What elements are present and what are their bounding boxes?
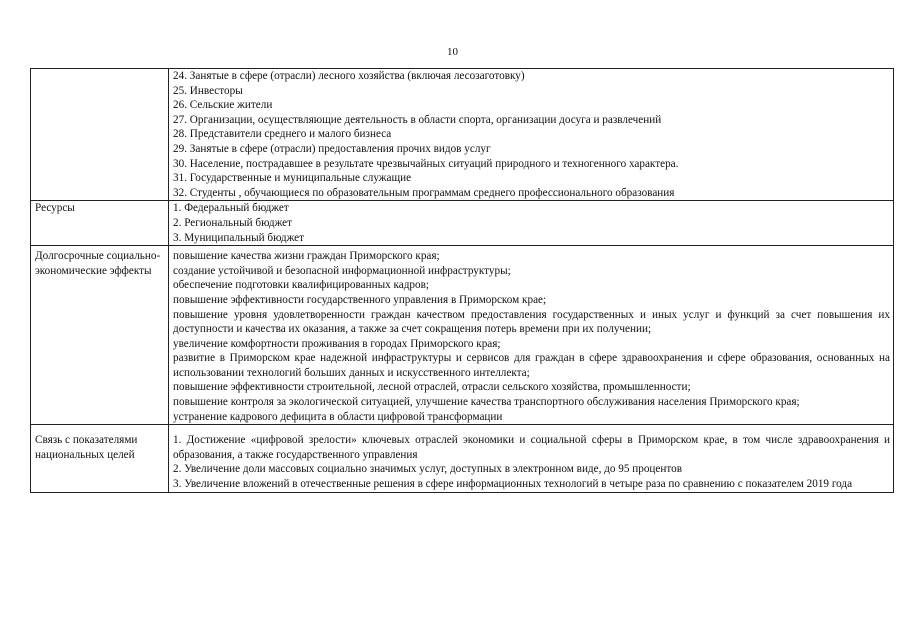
- resources-row: [31, 201, 894, 246]
- list-item: 28. Представители среднего и малого бизнеса: [173, 128, 392, 141]
- list-item: 1. Достижение «цифровой зрелости» ключевых отраслей экономики и социальной сферы в Приморском крае, в том числе здравоохранения и образования, а также государственного управления: [173, 434, 890, 461]
- list-item: 31. Государственные и муниципальные служащие: [173, 172, 412, 185]
- list-item: 3. Муниципальный бюджет: [173, 231, 305, 244]
- list-item: 27. Организации, осуществляющие деятельность в области спорта, организации досуга и развлечений: [173, 113, 662, 126]
- list-item: 26. Сельские жители: [173, 99, 273, 112]
- national-goals-list: [169, 425, 894, 492]
- list-item: обеспечение подготовки квалифицированных кадров;: [173, 279, 429, 292]
- list-item: повышение качества жизни граждан Приморского края;: [173, 250, 440, 263]
- effects-label: Долгосрочные социально-экономические эффекты: [31, 246, 169, 425]
- list-item: 24. Занятые в сфере (отрасли) лесного хозяйства (включая лесозаготовку): [173, 70, 525, 82]
- list-item: 2. Увеличение доли массовых социально значимых услуг, доступных в электронном виде, до 95 процентов: [173, 463, 682, 476]
- list-item: повышение уровня удовлетворенности граждан качеством предоставления государственных и иных услуг и функций за счет повышения их доступности и качества их оказания, а также за счет сокращения потерь времени при их получении;: [173, 308, 890, 336]
- list-item: устранение кадрового дефицита в области цифровой трансформации: [173, 410, 503, 423]
- resources-label: Ресурсы: [31, 201, 169, 246]
- target-groups-row: [31, 69, 894, 201]
- national-goals-label: Связь с показателями национальных целей: [31, 425, 169, 492]
- list-item: увеличение комфортности проживания в городах Приморского края;: [173, 337, 501, 350]
- effects-row: [31, 246, 894, 425]
- list-item: создание устойчивой и безопасной информационной инфраструктуры;: [173, 264, 511, 277]
- program-passport-table: [30, 68, 894, 493]
- list-item: развитие в Приморском крае надежной инфраструктуры и сервисов для граждан в сфере здравоохранения и сфере образования, основанных на использовании технологий больших данных и искусственного интеллекта;: [173, 352, 890, 379]
- page-number: 10: [447, 46, 458, 58]
- list-item: повышение эффективности строительной, лесной отраслей, отрасли сельского хозяйства, промышленности;: [173, 381, 691, 394]
- list-item: 2. Региональный бюджет: [173, 216, 293, 229]
- national-goals-row: [31, 425, 894, 492]
- list-item: повышение контроля за экологической ситуацией, улучшение качества транспортного обслуживания населения Приморского края;: [173, 396, 800, 409]
- list-item: повышение эффективности государственного управления в Приморском крае;: [173, 293, 547, 306]
- effects-list: [169, 246, 894, 425]
- list-item: 29. Занятые в сфере (отрасли) предоставления прочих видов услуг: [173, 142, 491, 155]
- list-item: 32. Студенты , обучающиеся по образовательным программам среднего профессионального образования: [173, 186, 675, 199]
- list-item: 1. Федеральный бюджет: [173, 202, 289, 215]
- target-groups-list: [169, 69, 894, 201]
- target-groups-label-cell: [31, 69, 169, 201]
- resources-list: [169, 201, 894, 246]
- list-item: 3. Увеличение вложений в отечественные решения в сфере информационных технологий в четыре раза по сравнению с показателем 2019 года: [173, 478, 853, 491]
- list-item: 30. Население, пострадавшее в результате чрезвычайных ситуаций природного и техногенного характера.: [173, 157, 679, 170]
- list-item: 25. Инвесторы: [173, 84, 243, 97]
